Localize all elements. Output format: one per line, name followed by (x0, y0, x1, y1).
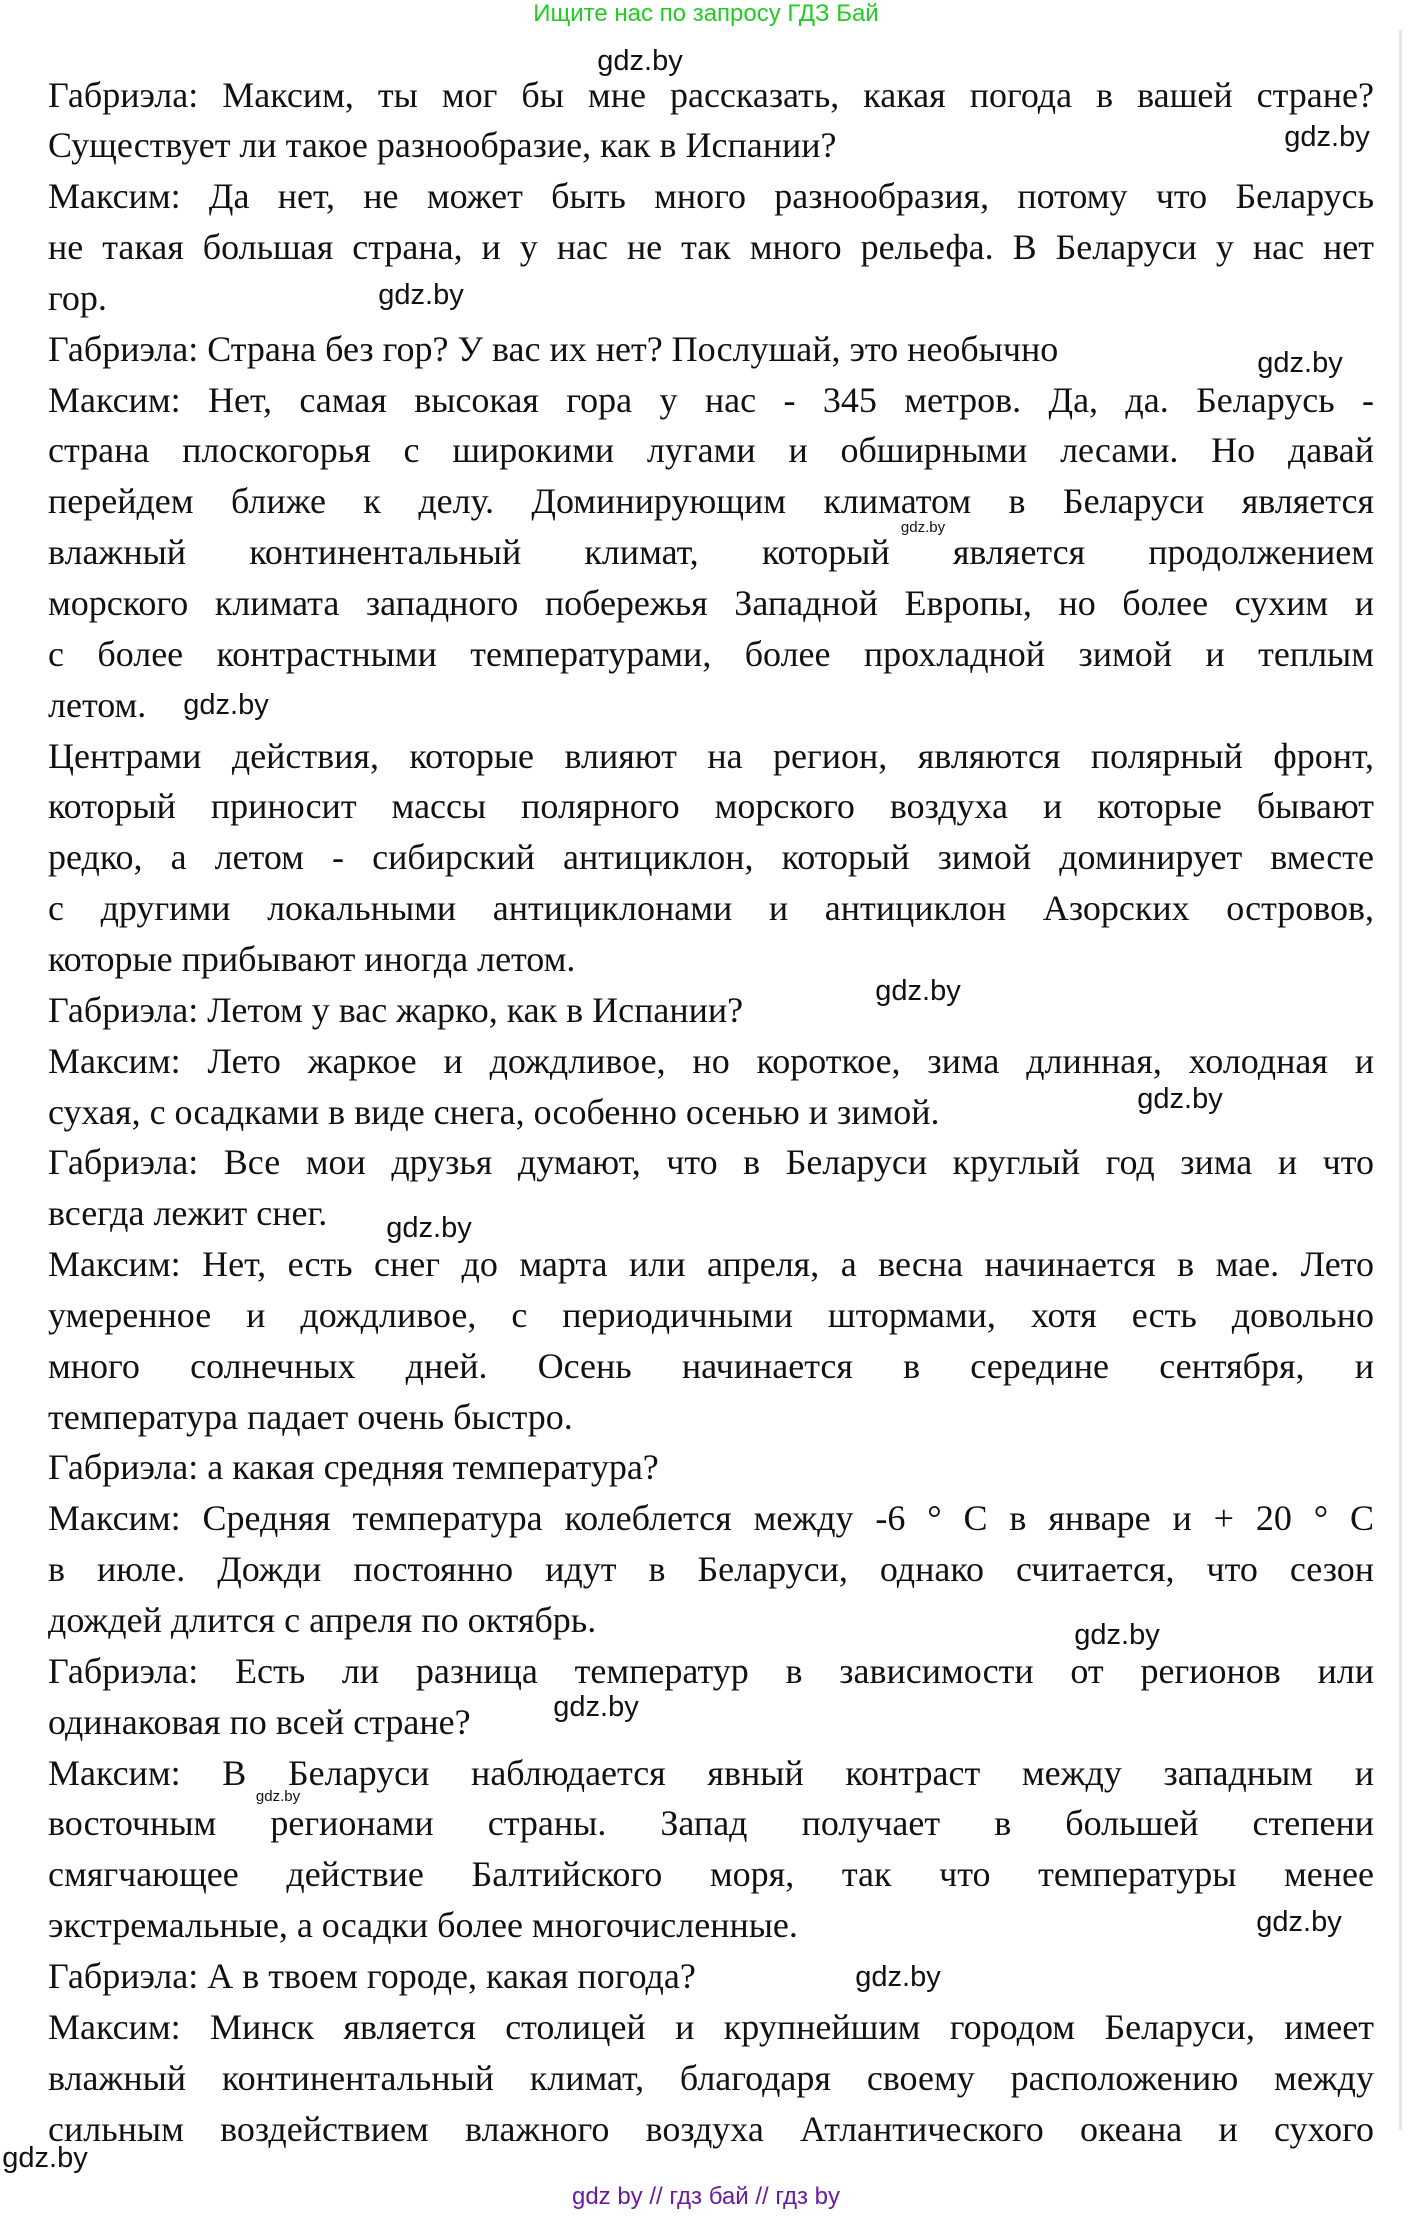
text-line: который приносит массы полярного морского воздуха и которые бывают (48, 786, 1374, 827)
bottom-banner[interactable]: gdz by // гдз бай // гдз by (571, 2183, 841, 2210)
text-line: всегда лежит снег. (48, 1193, 328, 1234)
watermark: gdz.by (386, 1212, 472, 1244)
text-line: морского климата западного побережья Западной Европы, но более сухим и (48, 583, 1374, 623)
text-line: температура падает очень быстро. (48, 1396, 573, 1437)
text-line: которые прибывают иногда летом. (48, 938, 576, 979)
text-line: Максим: Минск является столицей и крупнейшим городом Беларуси, имеет (48, 2006, 1374, 2047)
text-line: перейдем ближе к делу. Доминирующим климатом в Беларуси является (48, 481, 1374, 522)
text-line: Габриэла: А в твоем городе, какая погода? (48, 1955, 696, 1996)
text-line: с более контрастными температурами, более прохладной зимой и теплым (48, 633, 1374, 674)
text-line: умеренное и дождливое, с периодичными штормами, хотя есть довольно (48, 1294, 1374, 1335)
text-line: смягчающее действие Балтийского моря, так что температуры менее (48, 1854, 1374, 1895)
text-line: восточным регионами страны. Запад получает в большей степени (48, 1803, 1374, 1844)
text-line: Максим: Нет, самая высокая гора у нас - 345 метров. Да, да. Беларусь - (48, 379, 1374, 420)
watermark: gdz.by (378, 279, 464, 311)
text-line: страна плоскогорья с широкими лугами и обширными лесами. Но давай (48, 430, 1374, 471)
text-line: Габриэла: Есть ли разница температур в зависимости от регионов или (48, 1650, 1374, 1691)
watermark: gdz.by (2, 2142, 88, 2174)
text-line: Максим: Нет, есть снег до марта или апреля, а весна начинается в мае. Лето (48, 1244, 1374, 1285)
text-line: Габриэла: Все мои друзья думают, что в Беларуси круглый год зима и что (48, 1142, 1374, 1183)
text-line: экстремальные, а осадки более многочисленные. (48, 1905, 798, 1946)
watermark: gdz.by (255, 1788, 301, 1805)
top-banner[interactable]: Ищите нас по запросу ГДЗ Бай (533, 0, 879, 27)
watermark: gdz.by (1257, 347, 1343, 379)
text-line: влажный континентальный климат, который является продолжением (48, 532, 1374, 573)
text-line: много солнечных дней. Осень начинается в середине сентября, и (48, 1345, 1374, 1386)
text-line: с другими локальными антициклонами и антициклон Азорских островов, (48, 888, 1374, 929)
text-line: Габриэла: Максим, ты мог бы мне рассказать, какая погода в вашей стране? (48, 74, 1374, 115)
watermark: gdz.by (875, 975, 961, 1007)
watermark: gdz.by (900, 519, 946, 536)
page-edge (1399, 30, 1402, 2130)
text-line: дождей длится с апреля по октябрь. (48, 1600, 597, 1640)
text-line: сухая, с осадками в виде снега, особенно осенью и зимой. (48, 1091, 940, 1132)
text-line: не такая большая страна, и у нас не так много рельефа. В Беларуси у нас нет (48, 227, 1374, 268)
text-line: гор. (48, 277, 107, 318)
watermark: gdz.by (183, 689, 269, 721)
text-line: Габриэла: Летом у вас жарко, как в Испании? (48, 989, 744, 1030)
text-line: влажный континентальный климат, благодаря своему расположению между (48, 2057, 1374, 2098)
watermark: gdz.by (1284, 121, 1370, 153)
watermark: gdz.by (1137, 1083, 1223, 1115)
text-line: Габриэла: Страна без гор? У вас их нет? Послушай, это необычно (48, 328, 1059, 369)
text-line: Существует ли такое разнообразие, как в Испании? (48, 125, 837, 166)
text-line: одинаковая по всей стране? (48, 1701, 471, 1742)
text-line: Центрами действия, которые влияют на регион, являются полярный фронт, (48, 735, 1374, 776)
watermark: gdz.by (855, 1961, 941, 1993)
text-line: сильным воздействием влажного воздуха Атлантического океана и сухого (48, 2108, 1374, 2149)
watermark: gdz.by (553, 1691, 639, 1723)
text-line: Габриэла: а какая средняя температура? (48, 1447, 659, 1488)
watermark: gdz.by (1256, 1906, 1342, 1938)
text-line: Максим: В Беларуси наблюдается явный контраст между западным и (48, 1752, 1374, 1793)
text-line: летом. (48, 684, 147, 725)
text-line: Максим: Лето жаркое и дождливое, но короткое, зима длинная, холодная и (48, 1040, 1374, 1081)
watermark: gdz.by (597, 45, 683, 77)
text-line: Максим: Средняя температура колеблется между -6 ° С в январе и + 20 ° С (48, 1498, 1374, 1539)
text-line: в июле. Дожди постоянно идут в Беларуси, однако считается, что сезон (48, 1549, 1374, 1590)
watermark: gdz.by (1074, 1619, 1160, 1651)
text-line: редко, а летом - сибирский антициклон, который зимой доминирует вместе (48, 837, 1374, 878)
text-line: Максим: Да нет, не может быть много разнообразия, потому что Беларусь (48, 176, 1374, 217)
